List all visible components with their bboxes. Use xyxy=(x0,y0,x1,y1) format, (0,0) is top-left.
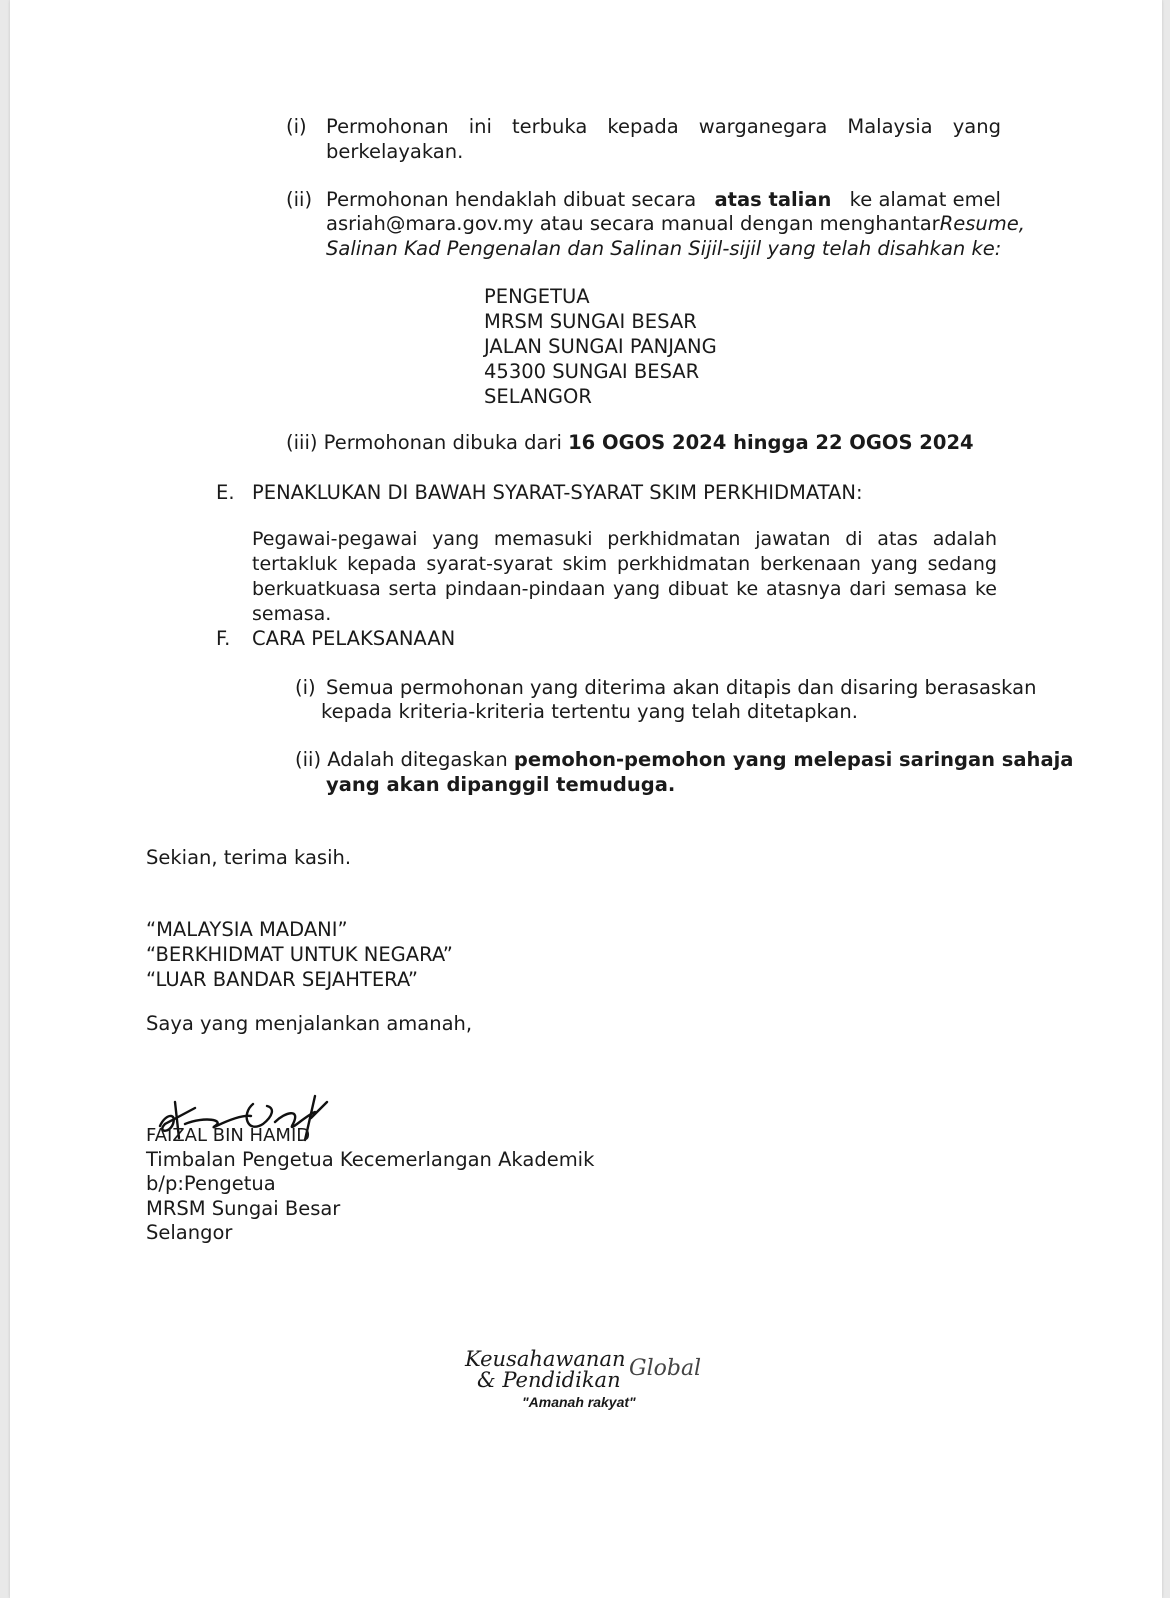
signatory-org: MRSM Sungai Besar xyxy=(146,1197,341,1220)
item-f-i-number: (i) xyxy=(295,676,316,699)
item-f-ii-pre: Adalah ditegaskan xyxy=(327,748,508,771)
item-d-ii-l1-post: ke alamat emel xyxy=(849,188,1001,211)
item-d-ii-l2-pre: asriah@mara.gov.my atau secara manual dengan menghantar xyxy=(326,212,940,235)
item-f-i-line2: kepada kriteria-kriteria tertentu yang telah ditetapkan. xyxy=(321,700,858,723)
recipient-address xyxy=(484,284,717,409)
item-d-i-number: (i) xyxy=(286,115,307,138)
footer-logo-tagline: "Amanah rakyat" xyxy=(522,1394,636,1410)
section-e-body: Pegawai-pegawai yang memasuki perkhidmatan jawatan di atas adalah tertakluk kepada syarat-syarat skim perkhidmatan berkenaan yang sedang berkuatkuasa serta pindaan-pindaan yang dibuat ke atasnya dari semasa ke semasa. xyxy=(252,528,997,625)
item-d-ii-line1 xyxy=(326,187,1001,212)
item-f-ii-number: (ii) xyxy=(295,748,322,771)
address-line: MRSM SUNGAI BESAR xyxy=(484,310,697,333)
item-d-iii xyxy=(286,430,974,455)
section-e-letter: E. xyxy=(216,481,235,504)
word: ini xyxy=(468,115,492,138)
item-d-iii-number: (iii) xyxy=(286,431,318,454)
address-line: JALAN SUNGAI PANJANG xyxy=(484,335,717,358)
closing-text: Sekian, terima kasih. xyxy=(146,846,352,869)
word: Permohonan xyxy=(326,115,449,138)
application-period: 16 OGOS 2024 hingga 22 OGOS 2024 xyxy=(568,431,974,454)
footer-logo-line2: & Pendidikan xyxy=(477,1368,621,1392)
item-d-ii-line3: Salinan Kad Pengenalan dan Salinan Sijil-sijil yang telah disahkan ke: xyxy=(326,237,1002,260)
item-f-ii-line2: yang akan dipanggil temuduga. xyxy=(326,773,676,796)
signoff-text: Saya yang menjalankan amanah, xyxy=(146,1012,473,1035)
item-d-iii-pre: Permohonan dibuka dari xyxy=(323,431,562,454)
signatory-name: FAIZAL BIN HAMID xyxy=(146,1125,311,1146)
item-d-ii-number: (ii) xyxy=(286,188,313,211)
slogan-line: “MALAYSIA MADANI” xyxy=(146,918,348,941)
address-line: 45300 SUNGAI BESAR xyxy=(484,360,700,383)
signatory-state: Selangor xyxy=(146,1221,233,1244)
item-d-i-line1 xyxy=(326,114,1001,139)
item-d-ii-line2 xyxy=(326,211,1025,236)
item-d-ii-l1-bold: atas talian xyxy=(714,188,832,211)
item-d-i-line2: berkelayakan. xyxy=(326,140,464,163)
footer-logo xyxy=(465,1347,725,1417)
signatory-on-behalf: b/p:Pengetua xyxy=(146,1172,276,1195)
section-e-heading: PENAKLUKAN DI BAWAH SYARAT-SYARAT SKIM PERKHIDMATAN: xyxy=(252,481,863,504)
item-f-ii xyxy=(295,747,1073,772)
word: warganegara xyxy=(698,115,828,138)
item-d-ii-l1-pre: Permohonan hendaklah dibuat secara xyxy=(326,188,697,211)
section-f-heading: CARA PELAKSANAAN xyxy=(252,627,456,650)
address-line: SELANGOR xyxy=(484,385,592,408)
word: terbuka xyxy=(512,115,588,138)
item-f-ii-bold: pemohon-pemohon yang melepasi saringan sahaja xyxy=(513,748,1074,771)
word: kepada xyxy=(607,115,679,138)
word: Malaysia xyxy=(847,115,933,138)
item-d-ii-l2-italic: Resume, xyxy=(939,212,1025,235)
section-f-letter: F. xyxy=(216,627,231,650)
address-line: PENGETUA xyxy=(484,285,590,308)
slogans xyxy=(146,917,453,992)
footer-logo-global: Global xyxy=(629,1356,702,1381)
slogan-line: “BERKHIDMAT UNTUK NEGARA” xyxy=(146,943,453,966)
signatory-title: Timbalan Pengetua Kecemerlangan Akademik xyxy=(146,1148,595,1171)
word: yang xyxy=(952,115,1001,138)
footer-logo-line1: Keusahawanan xyxy=(465,1347,626,1371)
slogan-line: “LUAR BANDAR SEJAHTERA” xyxy=(146,968,418,991)
item-f-i-line1: Semua permohonan yang diterima akan ditapis dan disaring berasaskan xyxy=(326,676,1037,699)
document-page xyxy=(10,0,1162,1598)
